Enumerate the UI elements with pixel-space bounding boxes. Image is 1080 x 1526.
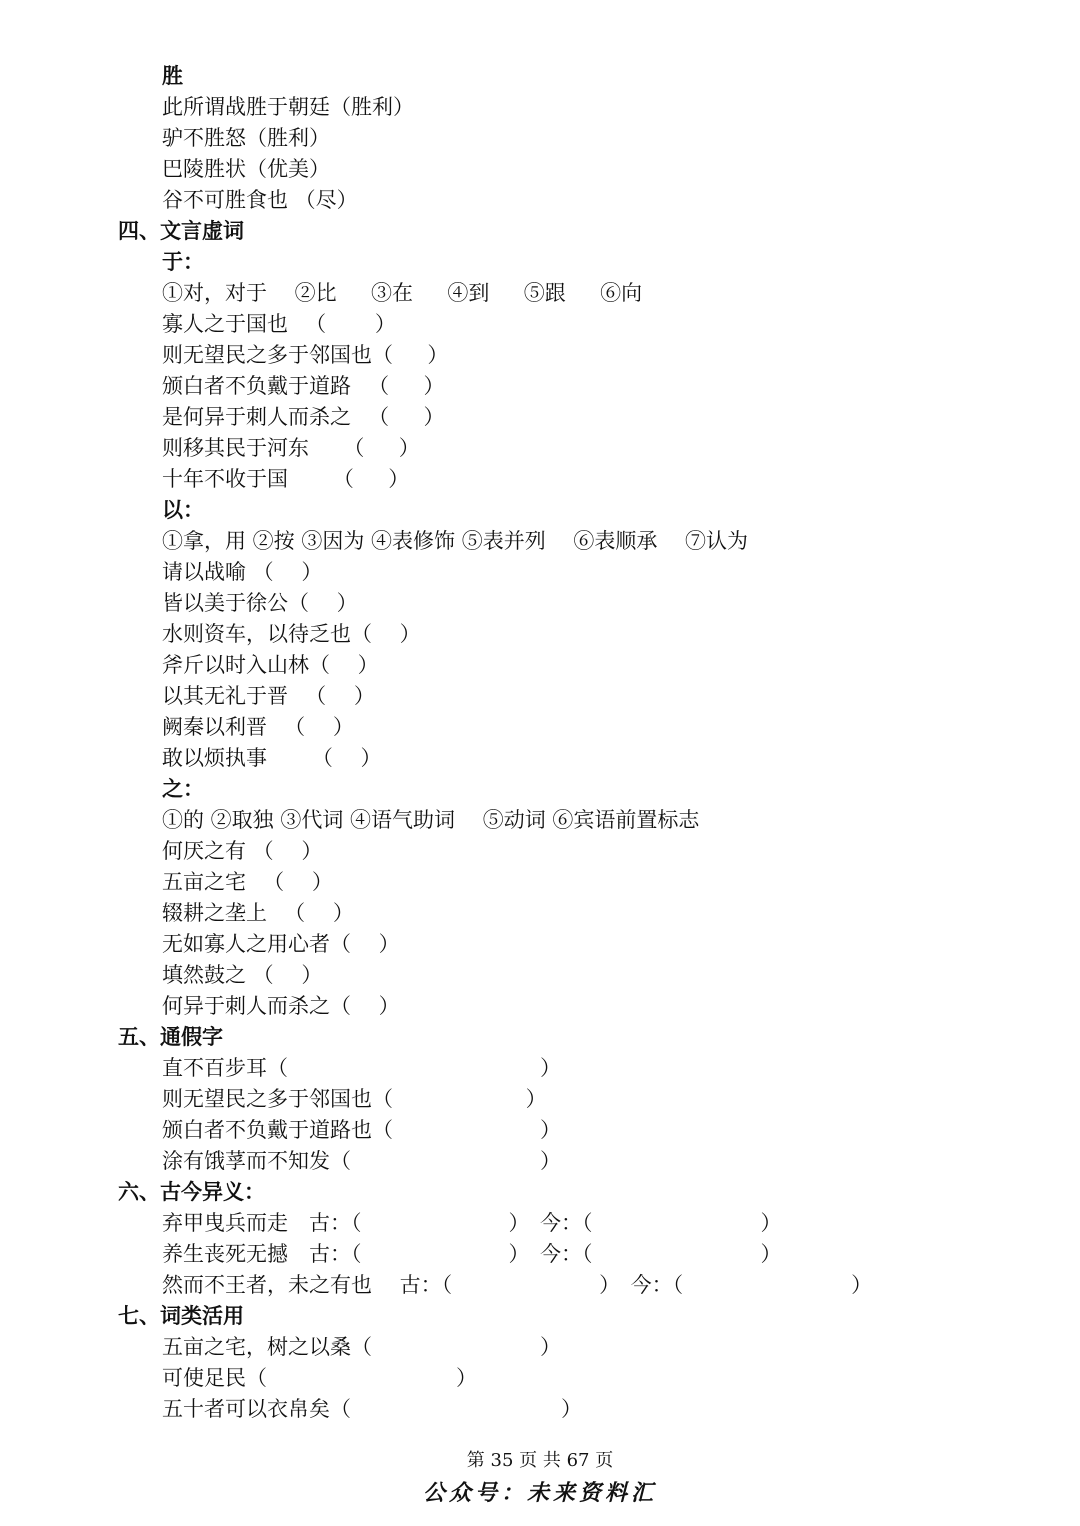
options-line: ①的 ②取独 ③代词 ④语气助词 ⑤动词 ⑥宾语前置标志: [162, 808, 700, 832]
question-line: 五十者可以衣帛矣（ ）: [162, 1397, 582, 1421]
subheading-yi: 以：: [162, 497, 204, 522]
question-line: 请以战喻 （ ）: [162, 560, 323, 584]
question-line: 则移其民于河东 （ ）: [162, 436, 420, 460]
question-line: 则无望民之多于邻国也（ ）: [162, 343, 449, 367]
question-line: 辍耕之垄上 （ ）: [162, 901, 354, 925]
question-line: 直不百步耳（ ）: [162, 1056, 561, 1080]
subheading-yu: 于：: [162, 249, 204, 274]
question-line: 寡人之于国也 （ ）: [162, 312, 396, 336]
text-line: 巴陵胜状（优美）: [162, 157, 330, 181]
question-line: 敢以烦执事 （ ）: [162, 746, 382, 770]
question-line: 水则资车，以待乏也（ ）: [162, 622, 421, 646]
entry-heading-sheng: 胜: [162, 63, 183, 88]
question-line: 皆以美于徐公（ ）: [162, 591, 358, 615]
question-line: 阙秦以利晋 （ ）: [162, 715, 354, 739]
text-line: 驴不胜怒（胜利）: [162, 126, 330, 150]
question-line: 颁白者不负戴于道路也（ ）: [162, 1118, 561, 1142]
page-number: 第 35 页 共 67 页: [466, 1450, 614, 1471]
question-line: 弃甲曳兵而走 古：（ ） 今：（ ）: [162, 1211, 782, 1235]
question-line: 则无望民之多于邻国也（ ）: [162, 1087, 547, 1111]
question-line: 无如寡人之用心者（ ）: [162, 932, 400, 956]
question-line: 涂有饿莩而不知发（ ）: [162, 1149, 561, 1173]
options-line: ①拿，用 ②按 ③因为 ④表修饰 ⑤表并列 ⑥表顺承 ⑦认为: [162, 529, 749, 553]
question-line: 然而不王者，未之有也 古：（ ） 今：（ ）: [162, 1273, 873, 1297]
question-line: 养生丧死无撼 古：（ ） 今：（ ）: [162, 1242, 782, 1266]
question-line: 斧斤以时入山林（ ）: [162, 653, 379, 677]
question-line: 十年不收于国 （ ）: [162, 467, 410, 491]
text-line: 谷不可胜食也 （尽）: [162, 188, 358, 212]
question-line: 何异于刺人而杀之（ ）: [162, 994, 400, 1018]
question-line: 填然鼓之 （ ）: [162, 963, 323, 987]
question-line: 颁白者不负戴于道路 （ ）: [162, 374, 445, 398]
section-heading-6: 六、古今异义：: [118, 1179, 265, 1204]
question-line: 何厌之有 （ ）: [162, 839, 323, 863]
question-line: 是何异于刺人而杀之 （ ）: [162, 405, 445, 429]
question-line: 五亩之宅 （ ）: [162, 870, 333, 894]
brand-watermark: 公众号：未来资料汇: [422, 1480, 657, 1506]
section-heading-5: 五、通假字: [118, 1024, 223, 1049]
question-line: 以其无礼于晋 （ ）: [162, 684, 375, 708]
options-line: ①对，对于 ②比 ③在 ④到 ⑤跟 ⑥向: [162, 281, 643, 305]
section-heading-4: 四、文言虚词: [118, 218, 244, 243]
question-line: 可使足民（ ）: [162, 1366, 477, 1390]
subheading-zhi: 之：: [162, 776, 204, 801]
text-line: 此所谓战胜于朝廷（胜利）: [162, 95, 414, 119]
section-heading-7: 七、词类活用: [118, 1303, 244, 1328]
question-line: 五亩之宅，树之以桑（ ）: [162, 1335, 561, 1359]
